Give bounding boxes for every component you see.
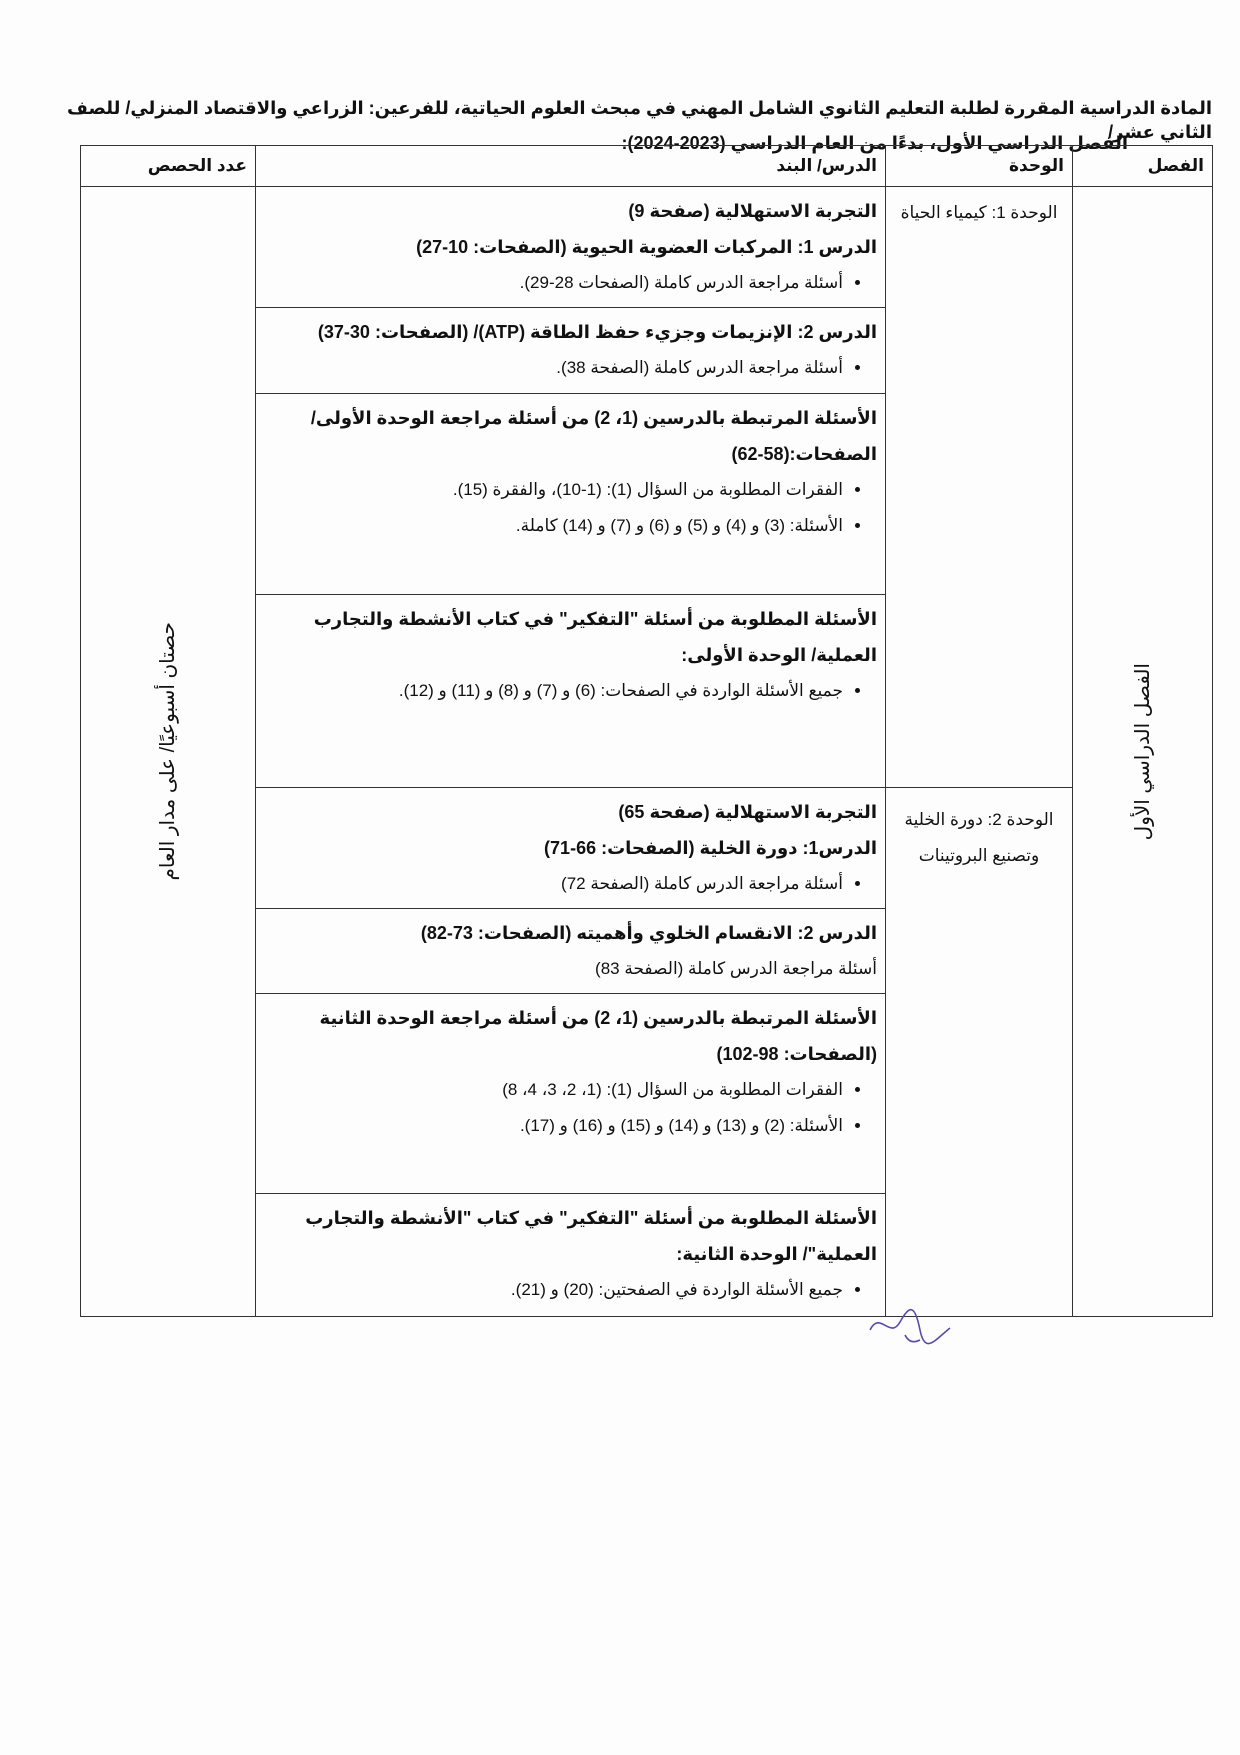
semester-cell — [1073, 187, 1213, 1317]
header-semester: الفصل — [1073, 146, 1213, 187]
header-periods: عدد الحصص — [81, 146, 256, 187]
list-item: • جميع الأسئلة الواردة في الصفحتين: (20) و (21). — [264, 1272, 843, 1308]
lesson-cell — [256, 187, 886, 308]
lesson-heading: الأسئلة المطلوبة من أسئلة "التفكير" في كتاب الأنشطة والتجارب العملية/ الوحدة الأولى: — [313, 609, 877, 665]
semester-label: الفصل الدراسي الأول — [1131, 662, 1154, 841]
lesson-cell — [256, 994, 886, 1194]
lesson-heading: التجربة الاستهلالية (صفحة 65) — [618, 802, 877, 822]
lesson-cell — [256, 909, 886, 994]
lesson-heading: الدرس 2: الإنزيمات وجزيء حفظ الطاقة (ATP)/ (الصفحات: 30-37) — [317, 322, 877, 342]
lesson-cell — [256, 1194, 886, 1317]
lesson-heading: التجربة الاستهلالية (صفحة 9) — [628, 201, 877, 221]
list-item: • أسئلة مراجعة الدرس كاملة (الصفحات 28-29). — [264, 265, 843, 301]
unit-name: الوحدة 2: دورة الخلية وتصنيع البروتينات — [904, 810, 1054, 865]
lesson-heading: الدرس 2: الانقسام الخلوي وأهميته (الصفحات: 73-82) — [420, 923, 877, 943]
document-title-line2: الفصل الدراسي الأول، بدءًا من العام الدراسي (2023-2024): — [621, 133, 1128, 153]
lesson-heading: الدرس1: دورة الخلية (الصفحات: 66-71) — [544, 838, 877, 858]
header-unit: الوحدة — [886, 146, 1073, 187]
list-item: • الفقرات المطلوبة من السؤال (1): (1-10)، والفقرة (15). — [264, 472, 843, 508]
signature — [865, 1300, 955, 1350]
list-item: • الأسئلة: (2) و (13) و (14) و (15) و (16) و (17). — [264, 1108, 843, 1144]
lesson-heading: الأسئلة المرتبطة بالدرسين (1، 2) من أسئلة مراجعة الوحدة الثانية (الصفحات: 98-102) — [319, 1008, 877, 1064]
lesson-cell — [256, 394, 886, 595]
periods-cell — [81, 187, 256, 1317]
lesson-heading: الدرس 1: المركبات العضوية الحيوية (الصفحات: 10-27) — [416, 237, 877, 257]
list-item: • الأسئلة: (3) و (4) و (5) و (6) و (7) و (14) كاملة. — [264, 508, 843, 544]
unit-name: الوحدة 1: كيمياء الحياة — [900, 203, 1058, 222]
lesson-cell — [256, 595, 886, 788]
lesson-heading: الأسئلة المطلوبة من أسئلة "التفكير" في كتاب "الأنشطة والتجارب العملية"/ الوحدة الثانية: — [305, 1208, 877, 1264]
list-item: • أسئلة مراجعة الدرس كاملة (الصفحة 72) — [264, 866, 843, 902]
unit-cell — [886, 788, 1073, 1317]
curriculum-table — [80, 145, 1213, 1317]
lesson-note: أسئلة مراجعة الدرس كاملة (الصفحة 83) — [595, 959, 877, 978]
unit-cell — [886, 187, 1073, 788]
periods-label: حصتان أسبوعيًا/ على مدار العام — [157, 622, 179, 881]
list-item: • أسئلة مراجعة الدرس كاملة (الصفحة 38). — [264, 350, 843, 386]
header-lesson: الدرس/ البند — [256, 146, 886, 187]
lesson-heading: الأسئلة المرتبطة بالدرسين (1، 2) من أسئلة مراجعة الوحدة الأولى/ الصفحات:(58-62) — [310, 408, 877, 464]
lesson-cell — [256, 788, 886, 909]
list-item: • جميع الأسئلة الواردة في الصفحات: (6) و (7) و (8) و (11) و (12). — [264, 673, 843, 709]
table-row — [81, 187, 1213, 308]
list-item: • الفقرات المطلوبة من السؤال (1): (1، 2، 3، 4، 8) — [264, 1072, 843, 1108]
document-title-line1: المادة الدراسية المقررة لطلبة التعليم الثانوي الشامل المهني في مبحث العلوم الحياتية، للفرعين: الزراعي والاقتصاد المنزلي/ للصف الثاني عشر/ — [67, 98, 1212, 142]
lesson-cell — [256, 308, 886, 394]
